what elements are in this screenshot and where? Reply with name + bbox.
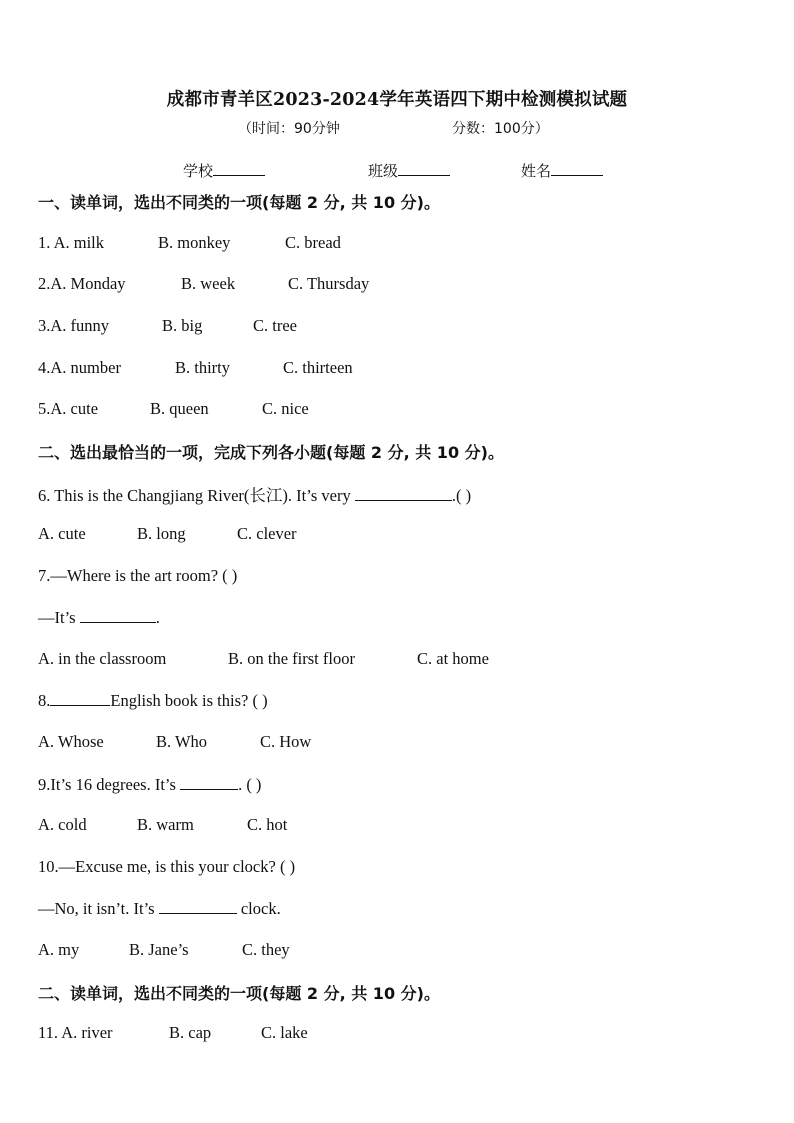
q6-answer-blank[interactable] <box>355 485 452 501</box>
name-field <box>521 160 603 181</box>
question-6-stem <box>38 482 471 506</box>
q5-option-c: C. nice <box>262 399 309 418</box>
q10-answer-end: clock. <box>236 899 281 918</box>
q7-option-a: A. in the classroom <box>38 649 167 668</box>
q10-option-a: A. my <box>38 940 80 959</box>
q11-option-a: 11. A. river <box>38 1023 113 1042</box>
exam-score: 分数：100分） <box>452 121 549 137</box>
section-2-heading: 二、选出最恰当的一项，完成下列各小题(每题 2 分, 共 10 分)。 <box>38 443 504 462</box>
question-5 <box>38 399 309 419</box>
q5-option-b: B. queen <box>150 399 209 418</box>
question-10-options <box>38 940 290 960</box>
q9-option-a: A. cold <box>38 815 87 834</box>
q7-answer-blank[interactable] <box>80 607 156 623</box>
school-field <box>183 160 265 181</box>
question-6-options <box>38 524 297 544</box>
question-11 <box>38 1023 308 1043</box>
name-blank[interactable] <box>551 161 603 176</box>
q8-option-b: B. Who <box>156 732 208 751</box>
question-8-options <box>38 732 311 752</box>
question-4 <box>38 358 353 378</box>
question-2 <box>38 274 369 294</box>
q6-option-c: C. clever <box>237 524 297 543</box>
q11-option-c: C. lake <box>261 1023 308 1042</box>
q3-option-b: B. big <box>162 316 203 335</box>
q1-option-c: C. bread <box>285 233 341 252</box>
q10-answer-start: —No, it isn’t. It’s <box>38 899 159 918</box>
name-label: 姓名 <box>521 162 552 180</box>
question-1 <box>38 233 341 253</box>
q6-stem-start: 6. This is the Changjiang River(长江). It’s very <box>38 486 355 505</box>
school-label: 学校 <box>183 162 214 180</box>
q7-option-c: C. at home <box>417 649 489 668</box>
q7-answer-start: —It’s <box>38 608 80 627</box>
q6-option-a: A. cute <box>38 524 86 543</box>
question-8-stem <box>38 690 268 711</box>
q6-stem-end: .( ) <box>451 486 472 505</box>
q7-option-b: B. on the first floor <box>228 649 355 668</box>
q1-option-b: B. monkey <box>158 233 231 252</box>
q6-option-b: B. long <box>137 524 186 543</box>
q2-option-a: 2.A. Monday <box>38 274 126 293</box>
q3-option-a: 3.A. funny <box>38 316 110 335</box>
q10-option-b: B. Jane’s <box>129 940 189 959</box>
q2-option-c: C. Thursday <box>288 274 370 293</box>
question-3 <box>38 316 297 336</box>
school-blank[interactable] <box>213 161 265 176</box>
class-label: 班级 <box>368 162 399 180</box>
question-7-options <box>38 649 489 669</box>
question-10-stem: 10.—Excuse me, is this your clock? ( ) <box>38 857 296 876</box>
q8-option-a: A. Whose <box>38 732 104 751</box>
q8-answer-blank[interactable] <box>50 690 110 706</box>
q9-option-b: B. warm <box>137 815 194 834</box>
q5-option-a: 5.A. cute <box>38 399 99 418</box>
class-blank[interactable] <box>398 161 450 176</box>
page-title: 成都市青羊区2023-2024学年英语四下期中检测模拟试题 <box>166 90 628 110</box>
q7-answer-end: . <box>155 608 160 627</box>
question-7-stem: 7.—Where is the art room? ( ) <box>38 566 238 585</box>
q4-option-c: C. thirteen <box>283 358 353 377</box>
q8-stem-start: 8. <box>38 691 51 710</box>
q9-stem-end: . ( ) <box>238 775 262 794</box>
question-9-stem <box>38 774 261 795</box>
section-3-heading: 二、读单词，选出不同类的一项(每题 2 分, 共 10 分)。 <box>38 984 440 1003</box>
q9-answer-blank[interactable] <box>180 774 238 790</box>
q10-answer-blank[interactable] <box>159 898 237 914</box>
q9-stem-start: 9.It’s 16 degrees. It’s <box>38 775 181 794</box>
class-field <box>368 160 450 181</box>
q1-option-a: 1. A. milk <box>38 233 105 252</box>
section-1-heading: 一、读单词，选出不同类的一项(每题 2 分, 共 10 分)。 <box>38 193 440 212</box>
question-10-answer <box>38 898 281 919</box>
question-9-options <box>38 815 287 835</box>
exam-time: （时间：90分钟 <box>238 121 340 137</box>
q4-option-b: B. thirty <box>175 358 231 377</box>
q2-option-b: B. week <box>181 274 236 293</box>
q10-option-c: C. they <box>242 940 290 959</box>
q9-option-c: C. hot <box>247 815 288 834</box>
q4-option-a: 4.A. number <box>38 358 121 377</box>
q11-option-b: B. cap <box>169 1023 212 1042</box>
question-7-answer <box>38 607 160 628</box>
q8-stem-end: English book is this? ( ) <box>110 691 268 710</box>
q8-option-c: C. How <box>260 732 312 751</box>
q3-option-c: C. tree <box>253 316 297 335</box>
